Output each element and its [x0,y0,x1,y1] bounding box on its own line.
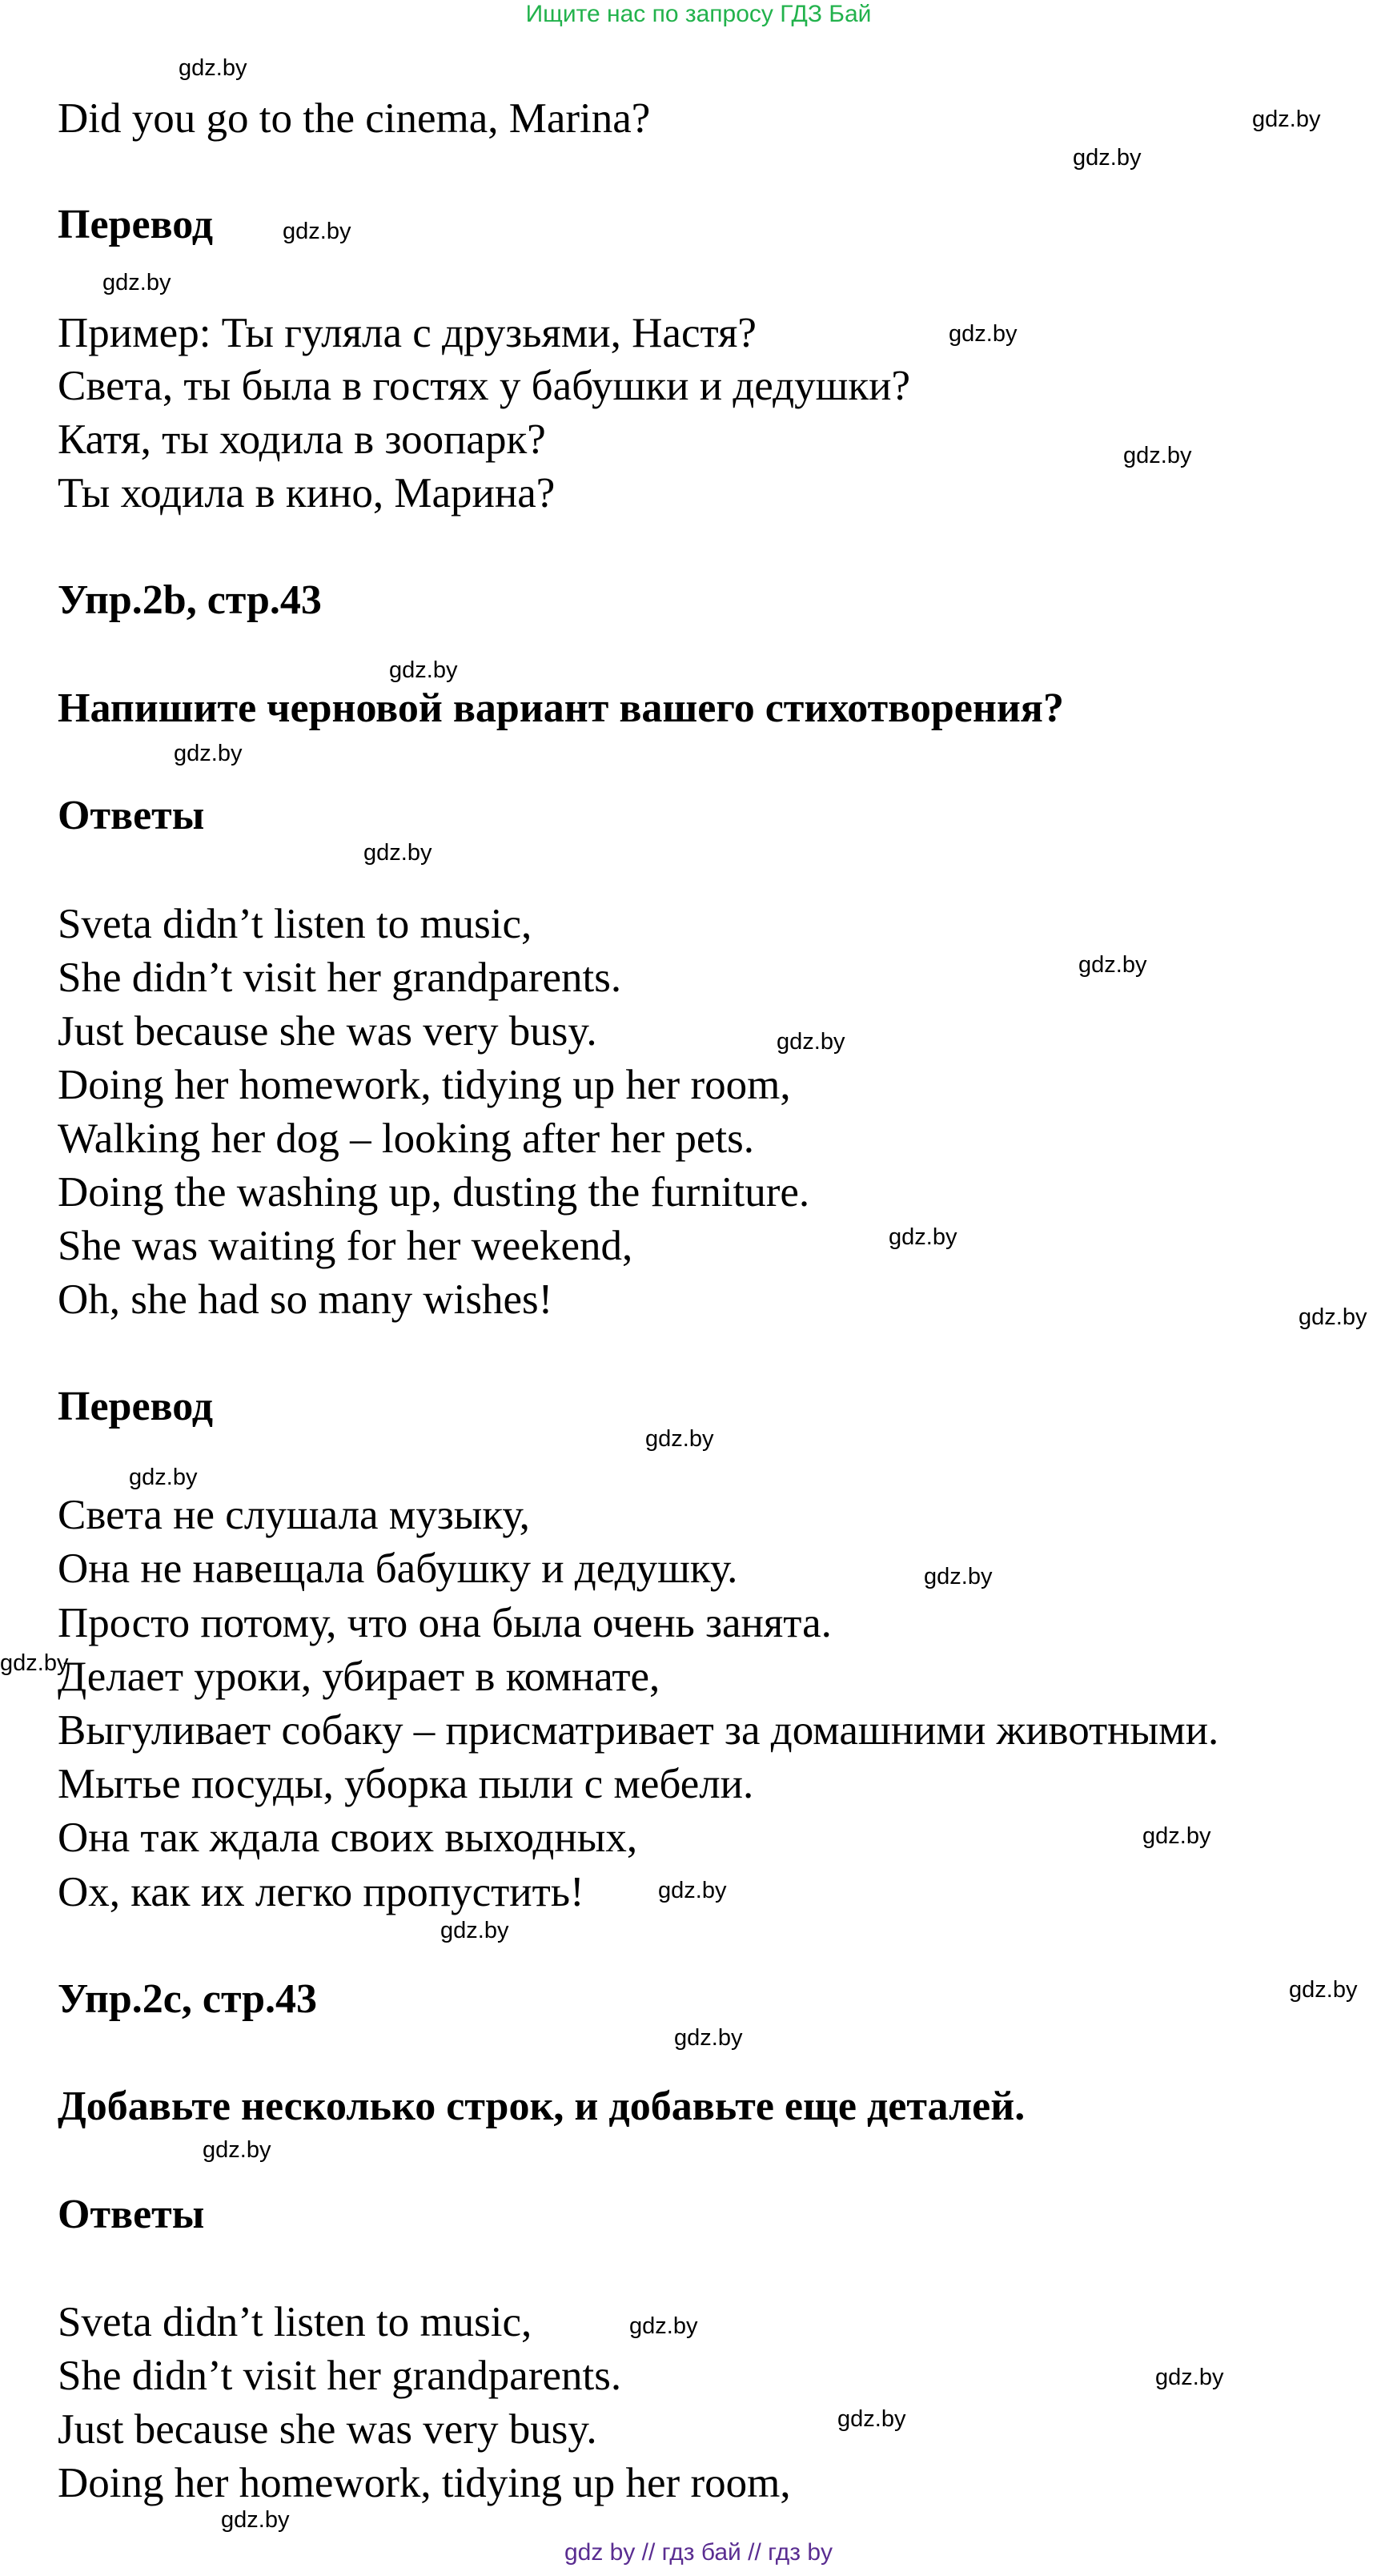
exercise-2b-task: Напишите черновой вариант вашего стихотворения? [58,685,1064,731]
watermark: gdz.by [629,2313,698,2339]
watermark: gdz.by [645,1426,714,1452]
translation1-line: Катя, ты ходила в зоопарк? [58,416,546,463]
watermark: gdz.by [102,270,171,295]
answer-line-2c: Doing her homework, tidying up her room, [58,2460,791,2506]
answer-line-2b: Walking her dog – looking after her pets. [58,1115,754,1162]
watermark: gdz.by [129,1465,198,1490]
answer-line-2c: Sveta didn’t listen to music, [58,2299,532,2345]
site-footer[interactable]: gdz by // гдз бай // гдз by [564,2539,833,2566]
answer-line-2b: Doing her homework, tidying up her room, [58,1062,791,1108]
watermark: gdz.by [777,1029,845,1055]
answers-heading-2b: Ответы [58,793,205,838]
watermark: gdz.by [363,840,432,866]
answer-line-2b: Oh, she had so many wishes! [58,1276,553,1323]
watermark: gdz.by [1078,952,1147,978]
watermark: gdz.by [658,1878,727,1903]
watermark: gdz.by [1155,2365,1224,2390]
watermark: gdz.by [0,1650,69,1676]
watermark: gdz.by [1123,443,1192,468]
translation2-line: Просто потому, что она была очень занята. [58,1600,832,1646]
watermark: gdz.by [837,2406,906,2432]
answer-line-2b: Sveta didn’t listen to music, [58,901,532,947]
watermark: gdz.by [1142,1823,1211,1849]
watermark: gdz.by [221,2507,290,2533]
translation2-line: Ох, как их легко пропустить! [58,1869,584,1915]
watermark: gdz.by [440,1918,509,1943]
exercise-2c-task: Добавьте несколько строк, и добавьте еще деталей. [58,2084,1026,2129]
watermark: gdz.by [1252,106,1321,132]
answer-line-2c: She didn’t visit her grandparents. [58,2353,622,2399]
watermark: gdz.by [174,741,243,766]
translation2-line: Она не навещала бабушку и дедушку. [58,1545,738,1592]
watermark: gdz.by [889,1224,957,1250]
translation-heading-1: Перевод [58,202,214,247]
site-banner[interactable]: Ищите нас по запросу ГДЗ Бай [525,1,872,27]
watermark: gdz.by [203,2137,271,2163]
answer-line-2b: She was waiting for her weekend, [58,1223,633,1269]
translation2-line: Делает уроки, убирает в комнате, [58,1654,660,1700]
answer-line-2b: Doing the washing up, dusting the furniture. [58,1169,810,1216]
translation2-line: Она так ждала своих выходных, [58,1814,638,1861]
answer-line-2c: Just because she was very busy. [58,2406,597,2453]
translation1-line: Света, ты была в гостях у бабушки и дедушки? [58,363,911,409]
question-line-marina: Did you go to the cinema, Marina? [58,95,651,142]
watermark: gdz.by [1289,1977,1358,2003]
translation1-line: Ты ходила в кино, Марина? [58,470,556,516]
exercise-2c-title: Упр.2c, стр.43 [58,1976,318,2022]
watermark: gdz.by [389,657,458,683]
watermark: gdz.by [1299,1304,1367,1330]
answer-line-2b: She didn’t visit her grandparents. [58,954,622,1001]
watermark: gdz.by [283,219,351,244]
answers-heading-2c: Ответы [58,2192,205,2237]
watermark: gdz.by [949,321,1018,347]
watermark: gdz.by [1073,145,1142,171]
watermark: gdz.by [674,2025,743,2051]
watermark: gdz.by [179,55,247,81]
answer-line-2b: Just because she was very busy. [58,1008,597,1055]
exercise-2b-title: Упр.2b, стр.43 [58,577,322,623]
translation1-line: Пример: Ты гуляла с друзьями, Настя? [58,310,757,356]
translation-heading-2: Перевод [58,1384,214,1429]
translation2-line: Мытье посуды, уборка пыли с мебели. [58,1761,754,1807]
translation2-line: Света не слушала музыку, [58,1492,530,1538]
translation2-line: Выгуливает собаку – присматривает за домашними животными. [58,1707,1219,1754]
watermark: gdz.by [924,1564,993,1589]
